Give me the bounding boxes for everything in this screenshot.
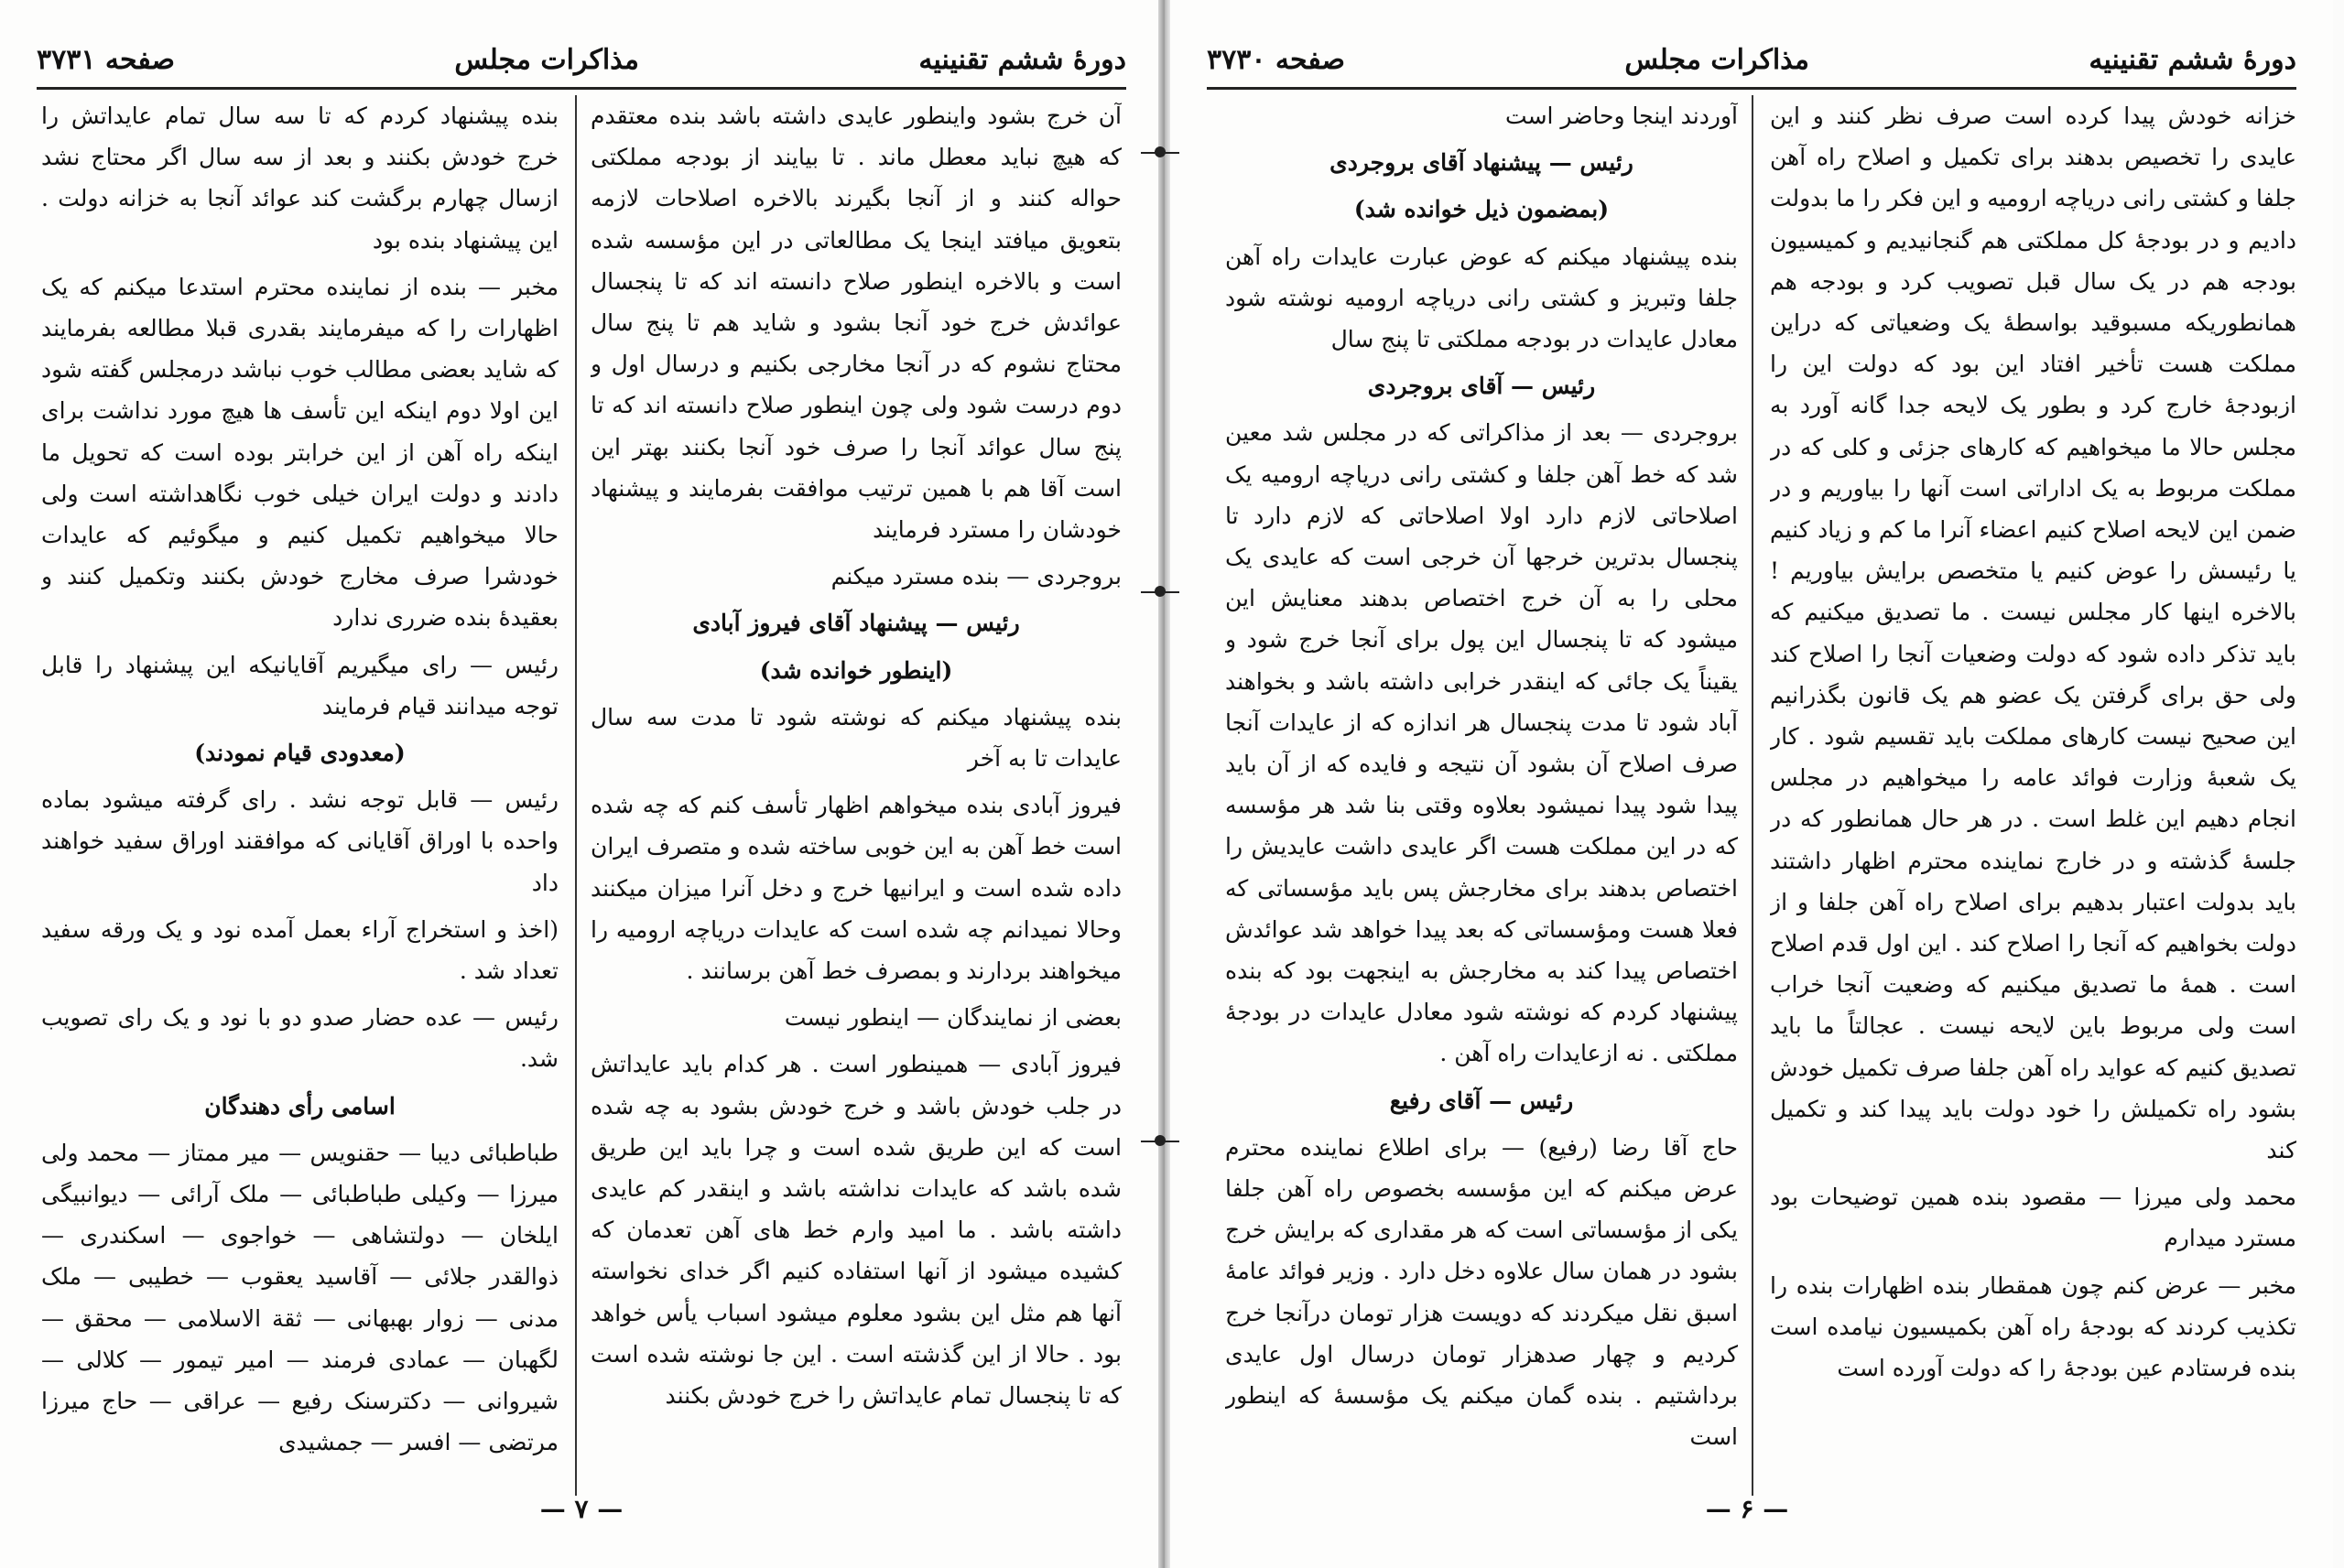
- paragraph: طباطبائی دیبا — حقنویس — میر ممتاز — محمد ولی میرزا — وکیلی طباطبائی — ملک آرائی — دیوانبیگی ایلخان — دولتشاهی — خواجوی — اسکندری — ذوالقدر جلائی — آقاسید یعقوب — خطیبی — ملک مدنی — زوار بهبهانی — ثقة الاسلامی — محقق — لگهبان — عمادی فرمند — امیر تیمور — کلالی — شیروانی — دکترسنک رفیع — عراقی — حاج میرزا مرتضی — افسر — جمشیدی: [41, 1139, 559, 1456]
- paragraph: فیروز آبادی بنده میخواهم اظهار تأسف کنم که چه شده است خط آهن به این خوبی ساخته شده و متصرف ایران داده شده است و ایرانیها خرج و دخل آنرا میزان میکنند وحالا نمیدانم چه شده است که عایدات دریاچه ارومیه را میخواهند بردارند و بمصرف خط آهن برسانند .: [591, 792, 1122, 985]
- right-page-header: [1207, 35, 2296, 84]
- right-page-left-column: [1225, 95, 1738, 1505]
- centered-heading: رئیس — آقای رفیع: [1389, 1087, 1574, 1114]
- left-page-left-column: [41, 95, 559, 1505]
- binding-mark: [1141, 591, 1179, 593]
- paragraph: خزانه خودش پیدا کرده است صرف نظر کنند و این عایدی را تخصیص بدهند برای تکمیل و اصلاح راه آهن جلفا و کشتی رانی دریاچه ارومیه و این فکر را ما بدولت دادیم و در بودجهٔ کل مملکتی هم گنجانیدیم و کمیسیون بودجه هم در یک سال قبل تصویب کرد و بودجه هم همانطوریکه مسبوقید بواسطهٔ یک وضعیاتی که دراین مملکت هست تأخیر افتاد این بود که دولت این را ازبودجهٔ خارج کرد و بطور یک لایحه جدا گانه آورد به مجلس حالا ما میخواهیم که کارهای جزئی و کلی که در مملکت مربوط به یک اداراتی است آنها را بیاوریم و در ضمن این لایحه اصلاح کنیم اعضاء آنرا ما کم و زیاد کنیم یا رئیسش را عوض کنیم یا متخصص برایش بیاوریم ! بالاخره اینها کار مجلس نیست . ما تصدیق میکنیم که باید تذکر داده شود که دولت وضعیات آنجا را اصلاح کند ولی حق برای گرفتن یک عضو هم یک قانون بگذرانیم این صحیح نیست کارهای مملکت باید تقسیم شود . کار یک شعبهٔ وزارت فوائد عامه را میخواهیم در مجلس انجام دهیم این غلط است . در هر حال همانطور که در جلسهٔ گذشته و در خارج نماینده محترم اظهار داشتند باید بدولت اعتبار بدهیم برای اصلاح راه آهن جلفا و از دولت بخواهیم که آنجا را اصلاح کند . این اول قدم اصلاح است . همهٔ ما تصدیق میکنیم که وضعیت آنجا خراب است ولی مربوط باین لایحه نیست . عجالتاً ما باید تصدیق کنیم که عواید راه آهن جلفا صرف تکمیل خودش بشود راه تکمیلش را خود دولت باید پیدا کند و تکمیل کند: [1770, 103, 2296, 1164]
- paragraph: مخبر — بنده از نماینده محترم استدعا میکنم که یک اظهارات را که میفرمایند بقدری قبلا مطالعه بفرمایند که شاید بعضی مطالب خوب نباشد درمجلس گفته شود این اولا دوم اینکه این تأسف ها هیچ مورد نداشت برای اینکه راه آهن از این خرابتر بوده است که تحویل ما دادند و دولت ایران خیلی خوب نگاهداشته است ولی حالا میخواهیم تکمیل کنیم و میگوئیم که عایدات خودشرا صرف مخارج خودش بکنند وتکمیل کنند و بعقیدهٔ بنده ضرری ندارد: [41, 273, 559, 632]
- column-divider: [575, 95, 577, 1496]
- left-page: [0, 0, 1163, 1568]
- left-header-title: مذاکرات مجلس: [454, 43, 639, 76]
- paragraph: حاج آقا رضا (رفیع) — برای اطلاع نماینده محترم عرض میکنم که این مؤسسه بخصوص راه آهن جلفا یکی از مؤسساتی است که هر مقداری که برایش خرج بشود در همان سال علاوه دخل دارد . وزیر فوائد عامهٔ اسبق نقل میکردند که دویست هزار تومان درآنجا خرج کردیم و چهار صدهزار تومان درسال اول عایدی برداشتیم . بنده گمان میکنم یک مؤسسهٔ که اینطور است: [1225, 1133, 1738, 1451]
- left-page-header: [37, 35, 1126, 84]
- paragraph: بروجردی — بعد از مذاکراتی که در مجلس شد معین شد که خط آهن جلفا و کشتی رانی دریاچه ارومیه یک اصلاحاتی لازم دارد اولا اصلاحاتی که لازم دارد تا پنجسال بدترین خرجها آن خرجی است که عایدی یک محلی را به آن خرج اختصاص بدهند معنایش این میشود که تا پنجسال این پول برای آنجا خرج شود و یقیناً یک جائی که اینقدر خرابی داشته باشد و بخواهند آباد شود تا مدت پنجسال هر اندازه که از عایدات آنجا صرف اصلاح آن بشود آن نتیجه و فایده که از آن باید پیدا شود پیدا نمیشود بعلاوه وقتی بنا شد هر مؤسسه که در این مملکت هست اگر عایدی داشت عایدیش را اختصاص بدهند برای مخارجش پس باید مؤسساتی که فعلا هست ومؤسساتی که بعد پیدا خواهد شد عوائدش اختصاص پیدا کند به مخارجش به اینجهت بود که بنده پیشنهاد کردم که نوشته شود معادل عایدات در بودجهٔ مملکتی . نه ازعایدات راه آهن .: [1225, 419, 1738, 1067]
- column-divider: [1752, 95, 1753, 1496]
- centered-heading: اسامی رأی دهندگان: [204, 1092, 396, 1119]
- paragraph: رئیس — قابل توجه نشد . رای گرفته میشود بماده واحده با اوراق آقایانی که موافقند اوراق سفید خواهند داد: [41, 786, 559, 896]
- right-header-session: دورهٔ ششم تقنینیه: [2089, 43, 2296, 76]
- paragraph: بنده پیشنهاد میکنم که عوض عبارت عایدات راه آهن جلفا وتبریز و کشتی رانی دریاچه ارومیه نوشته شود معادل عایدات در بودجه مملکتی تا پنج سال: [1225, 243, 1738, 353]
- paragraph: بنده پیشنهاد کردم که تا سه سال تمام عایداتش را خرج خودش بکنند و بعد از سه سال اگر محتاج نشد ازسال چهارم برگشت کند عوائد آنجا به خزانه دولت . این پیشنهاد بنده بود: [41, 103, 559, 254]
- centered-heading: (معدودی قیام نمودند): [194, 740, 406, 767]
- binding-mark: [1141, 152, 1179, 154]
- centered-heading: (بمضمون ذیل خوانده شد): [1353, 196, 1610, 223]
- centered-heading: رئیس — آقای بروجردی: [1367, 373, 1596, 400]
- paragraph: محمد ولی میرزا — مقصود بنده همین توضیحات بود مسترد میدارم: [1770, 1184, 2296, 1252]
- right-page: [1170, 0, 2333, 1568]
- paragraph: فیروز آبادی — همینطور است . هر کدام باید عایداتش در جلب خودش باشد و خرج خودش بشود به چه شده است که این طریق شده است و چرا باید این طریق شده باشد که عایدات نداشته باشد و اینقدر کم عایدی داشته باشد . ما امید وارم خط های آهن تعدمان که کشیده میشود از آنها استفاده کنیم اگر خدای نخواسته آنها هم مثل این بشود معلوم میشود اسباب یأس خواهد بود . حالا از این گذشته است . این جا نوشته شده است که تا پنجسال تمام عایداتش را خرج خودش بکنند: [591, 1051, 1122, 1410]
- paragraph: بعضی از نمایندگان — اینطور نیست: [784, 1004, 1122, 1032]
- book-gutter: [1158, 0, 1171, 1568]
- paragraph: بروجردی — بنده مسترد میکنم: [830, 563, 1122, 590]
- header-rule: [37, 87, 1126, 90]
- header-rule: [1207, 87, 2296, 90]
- paragraph: بنده پیشنهاد میکنم که نوشته شود تا مدت سه سال عایدات تا به آخر: [591, 703, 1122, 773]
- paragraph: مخبر — عرض کنم چون همقطار بنده اظهارات بنده را تکذیب کردند که بودجهٔ راه آهن بکمیسیون نیامده است بنده فرستادم عین بودجهٔ را که دولت آورده است: [1770, 1271, 2296, 1382]
- paragraph: آوردند اینجا وحاضر است: [1505, 103, 1738, 129]
- paragraph: رئیس — رای میگیریم آقایانیکه این پیشنهاد را قابل توجه میدانند قیام فرمایند: [41, 651, 559, 719]
- left-header-session: دورهٔ ششم تقنینیه: [918, 43, 1126, 76]
- centered-heading: رئیس — پیشنهاد آقای فیروز آبادی: [692, 610, 1020, 637]
- paragraph: آن خرج بشود واینطور عایدی داشته باشد بنده معتقدم که هیچ نباید معطل ماند . تا بیایند از بودجه مملکتی حواله کنند و از آنجا بگیرند بالاخره اصلاحات لازمه بتعویق میافتد اینجا یک مطالعاتی در این مؤسسه شده است و بالاخره اینطور صلاح دانسته اند که تا پنجسال عوائدش خرج خود آنجا بشود و شاید هم تا پنج سال محتاج نشوم که در آنجا مخارجی بکنیم و درسال اول و دوم درست شود ولی چون اینطور صلاح دانسته اند که تا پنج سال عوائد آنجا را صرف خود آنجا بکنند بهتر این است آقا هم با همین ترتیب موافقت بفرمایند و پیشنهاد خودشان را مسترد فرمایند: [591, 103, 1122, 544]
- right-header-title: مذاکرات مجلس: [1624, 43, 1809, 76]
- centered-heading: رئیس — پیشنهاد آقای بروجردی: [1329, 149, 1633, 177]
- left-header-page-number: صفحه ۳۷۳۱: [37, 43, 176, 76]
- left-page-right-column: [591, 95, 1122, 1505]
- right-page-number: — ۶ —: [1705, 1494, 1789, 1524]
- right-header-page-number: صفحه ۳۷۳۰: [1207, 43, 1346, 76]
- paragraph: (اخذ و استخراج آراء بعمل آمده نود و یک ورقه سفید تعداد شد .: [41, 915, 559, 985]
- paragraph: رئیس — عده حضار صدو دو با نود و یک رای تصویب شد.: [41, 1004, 559, 1073]
- right-page-right-column: [1770, 95, 2296, 1505]
- binding-mark: [1141, 1141, 1179, 1142]
- centered-heading: (اینطور خوانده شد): [759, 656, 953, 684]
- left-page-number: — ۷ —: [539, 1494, 624, 1524]
